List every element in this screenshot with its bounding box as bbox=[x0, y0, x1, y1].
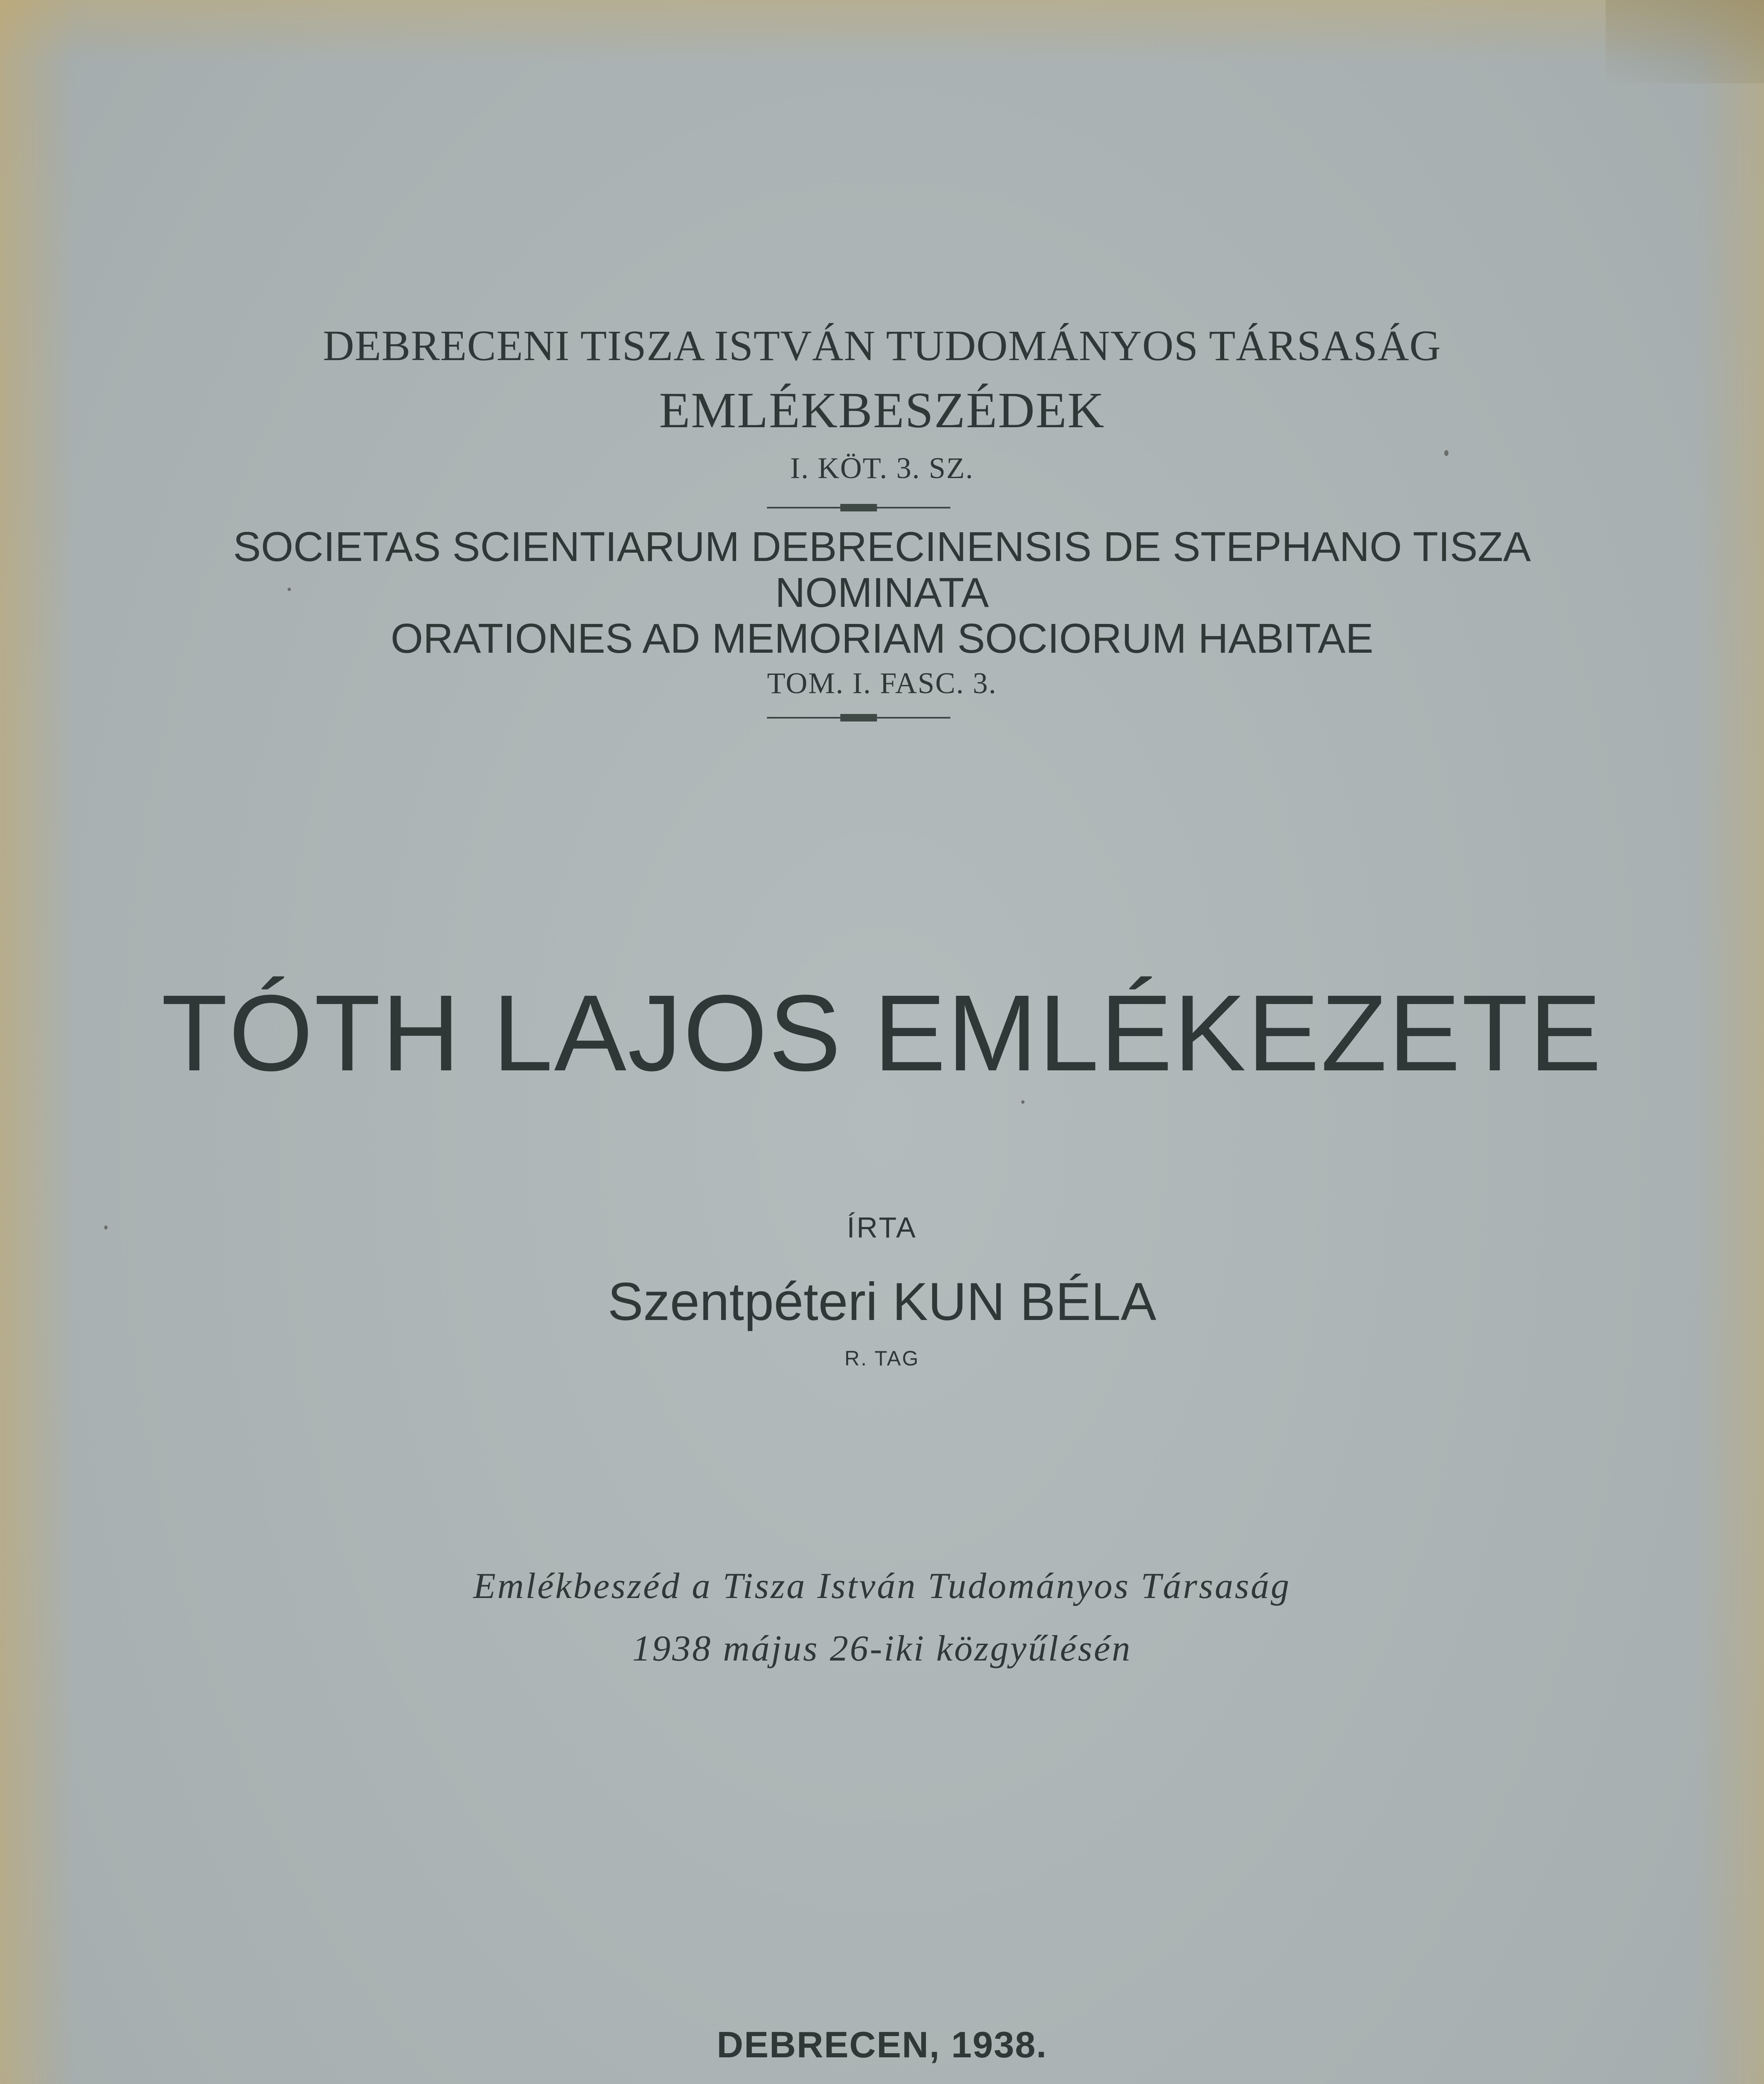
paper-speck bbox=[288, 588, 291, 591]
divider-center-block bbox=[840, 504, 877, 511]
worn-corner bbox=[1606, 0, 1764, 83]
latin-volume-number: TOM. I. FASC. 3. bbox=[767, 666, 997, 700]
imprint-place-year: DEBRECEN, 1938. bbox=[717, 2024, 1047, 2065]
ornamental-divider bbox=[767, 503, 950, 512]
latin-nominata: NOMINATA bbox=[775, 569, 989, 616]
author-rank: R. TAG bbox=[844, 1347, 920, 1370]
society-name: DEBRECENI TISZA ISTVÁN TUDOMÁNYOS TÁRSASÁG bbox=[323, 322, 1441, 370]
divider-center-block bbox=[840, 714, 877, 721]
volume-number: I. KÖT. 3. SZ. bbox=[790, 451, 974, 485]
paper-speck bbox=[1021, 1100, 1025, 1104]
series-title: EMLÉKBESZÉDEK bbox=[659, 382, 1105, 438]
latin-society-name: SOCIETAS SCIENTIARUM DEBRECINENSIS DE STEPHANO TISZA bbox=[233, 524, 1531, 570]
paper-speck bbox=[1444, 450, 1448, 456]
ornamental-divider bbox=[767, 713, 950, 722]
page-title: TÓTH LAJOS EMLÉKEZETE bbox=[161, 973, 1603, 1094]
subtitle-line-2: 1938 május 26-iki közgyűlésén bbox=[632, 1628, 1132, 1669]
written-by-label: ÍRTA bbox=[847, 1211, 917, 1244]
paper-speck bbox=[104, 1225, 108, 1230]
author-name: Szentpéteri KUN BÉLA bbox=[607, 1272, 1157, 1332]
latin-series-title: ORATIONES AD MEMORIAM SOCIORUM HABITAE bbox=[391, 615, 1373, 662]
subtitle-line-1: Emlékbeszéd a Tisza István Tudományos Társaság bbox=[473, 1566, 1291, 1606]
